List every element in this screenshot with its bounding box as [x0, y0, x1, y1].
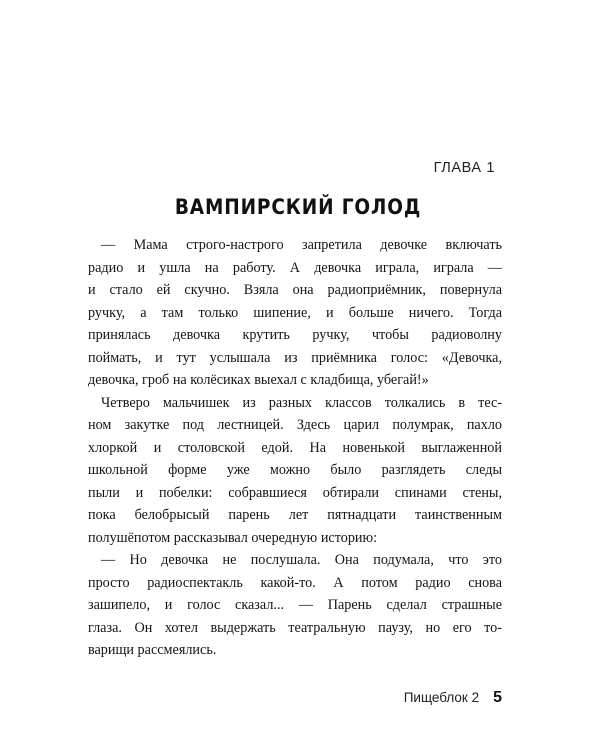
text-line: хлоркой и столовской едой. На новенькой выглаженной	[88, 439, 502, 456]
text-line: варищи рассмеялись.	[88, 642, 217, 658]
text-line: школьной форме уже можно было разглядеть следы	[88, 462, 502, 478]
text-line: радио и ушла на работу. А девочка играла, играла —	[88, 259, 502, 276]
text-line: просто радиоспектакль какой-то. А потом радио снова	[88, 574, 502, 591]
text-line: — Но девочка не послушала. Она подумала, что это	[101, 552, 502, 568]
text-line: Четверо мальчишек из разных классов толкались в тес-	[101, 394, 502, 411]
body-text	[88, 234, 502, 662]
text-line: поймать, и тут услышала из приёмника голос: «Девочка,	[88, 349, 502, 366]
text-line: и стало ей скучно. Взяла она радиоприёмник, повернула	[88, 282, 502, 298]
text-line: ручку, а там только шипение, и больше ничего. Тогда	[88, 304, 502, 321]
text-line: девочка, гроб на колёсиках выехал с кладбища, убегай!»	[88, 372, 429, 388]
page-footer	[404, 689, 502, 707]
running-title: Пищеблок 2	[403, 690, 480, 705]
page-number: 5	[493, 689, 502, 706]
text-line: пыли и побелки: собравшиеся обтирали спинами стены,	[88, 484, 502, 501]
text-line: пока белобрысый парень лет пятнадцати таинственным	[88, 507, 502, 523]
text-line: ном закутке под лестницей. Здесь царил полумрак, пахло	[88, 417, 502, 433]
text-line: принялась девочка крутить ручку, чтобы радиоволну	[88, 327, 502, 343]
text-line: полушёпотом рассказывал очередную историю:	[88, 529, 378, 546]
text-line: зашипело, и голос сказал... — Парень сделал страшные	[88, 597, 502, 613]
text-line: глаза. Он хотел выдержать театральную паузу, но его то-	[88, 619, 502, 636]
text-line: — Мама строго-настрого запретила девочке включать	[101, 237, 502, 253]
chapter-title: ВАМПИРСКИЙ ГОЛОД	[174, 195, 422, 219]
chapter-label: ГЛАВА 1	[433, 160, 495, 176]
